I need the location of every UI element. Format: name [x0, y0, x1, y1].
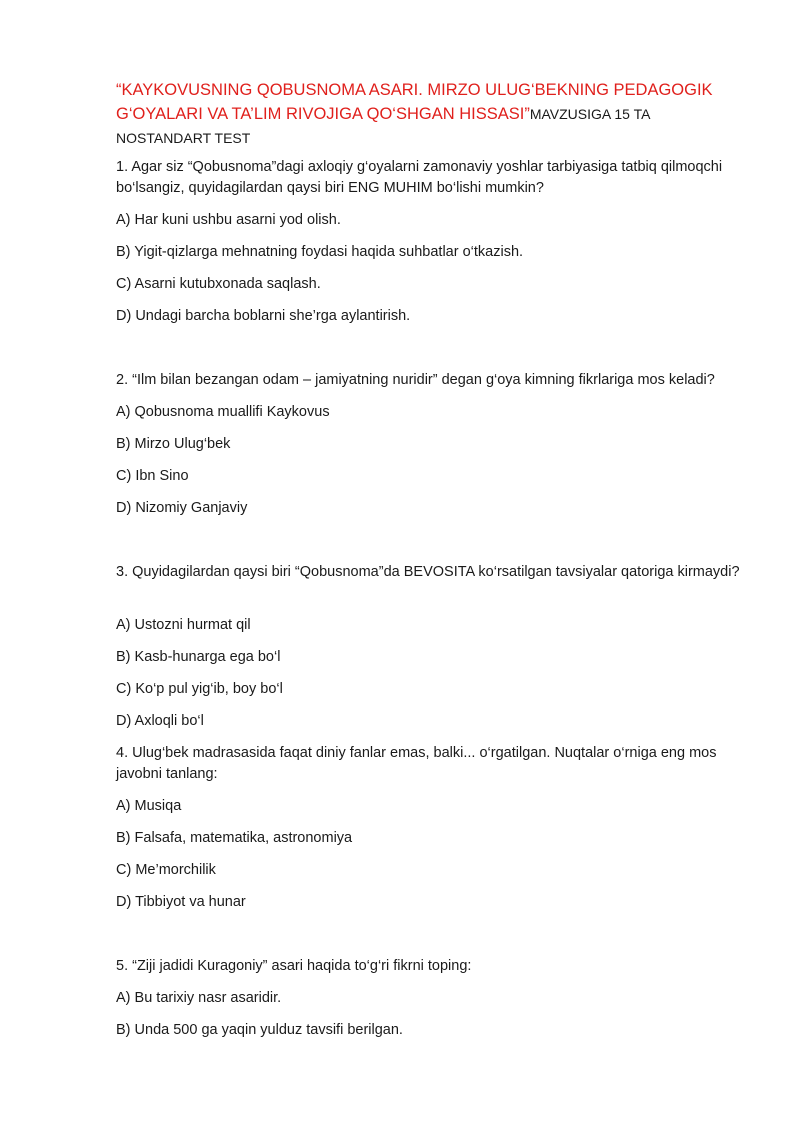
question-1-option-b: B) Yigit-qizlarga mehnatning foydasi haqida suhbatlar o‘tkazish. [116, 244, 524, 260]
question-4-option-a: A) Musiqa [116, 798, 182, 814]
question-2-option-d: D) Nizomiy Ganjaviy [116, 500, 248, 516]
question-1-option-d: D) Undagi barcha boblarni she’rga aylantirish. [116, 308, 411, 324]
question-3-option-a: A) Ustozni hurmat qil [116, 617, 251, 633]
question-1-option-c: C) Asarni kutubxonada saqlash. [116, 276, 321, 292]
question-3-option-d: D) Axloqli bo‘l [116, 713, 204, 729]
title-black-part: MAVZUSIGA 15 TA NOSTANDART TEST [116, 106, 650, 146]
question-4-option-d: D) Tibbiyot va hunar [116, 894, 246, 910]
question-3-option-b: B) Kasb-hunarga ega bo‘l [116, 649, 281, 665]
question-5-text: 5. “Ziji jadidi Kuragoniy” asari haqida to‘g‘ri fikrni toping: [116, 958, 472, 974]
question-4-option-c: C) Me’morchilik [116, 862, 216, 878]
question-4-option-b: B) Falsafa, matematika, astronomiya [116, 830, 353, 846]
question-3-option-c: C) Ko‘p pul yig‘ib, boy bo‘l [116, 681, 283, 697]
question-2-option-b: B) Mirzo Ulug‘bek [116, 436, 231, 452]
question-4-text: 4. Ulug‘bek madrasasida faqat diniy fanlar emas, balki... o‘rgatilgan. Nuqtalar o‘rniga eng mos javobni tanlang: [116, 745, 717, 782]
question-3-text: 3. Quyidagilardan qaysi biri “Qobusnoma”da BEVOSITA ko‘rsatilgan tavsiyalar qatoriga kirmaydi? [116, 564, 740, 580]
question-5-option-b: B) Unda 500 ga yaqin yulduz tavsifi berilgan. [116, 1022, 403, 1038]
title-red-part: “KAYKOVUSNING QOBUSNOMA ASARI. MIRZO ULUG‘BEKNING PEDAGOGIK G‘OYALARI VA TA’LIM RIVOJIGA QO‘SHGAN HISSASI” [116, 81, 713, 123]
question-2-option-c: C) Ibn Sino [116, 468, 189, 484]
question-1-text: 1. Agar siz “Qobusnoma”dagi axloqiy g‘oyalarni zamonaviy yoshlar tarbiyasiga tatbiq qilmoqchi bo‘lsangiz, quyidagilardan qaysi biri ENG MUHIM bo‘lishi mumkin? [116, 159, 723, 196]
question-2-text: 2. “Ilm bilan bezangan odam – jamiyatning nuridir” degan g‘oya kimning fikrlariga mos keladi? [116, 372, 715, 388]
question-1-option-a: A) Har kuni ushbu asarni yod olish. [116, 212, 341, 228]
question-2-option-a: A) Qobusnoma muallifi Kaykovus [116, 404, 330, 420]
document-title [116, 78, 746, 150]
question-5-option-a: A) Bu tarixiy nasr asaridir. [116, 990, 282, 1006]
